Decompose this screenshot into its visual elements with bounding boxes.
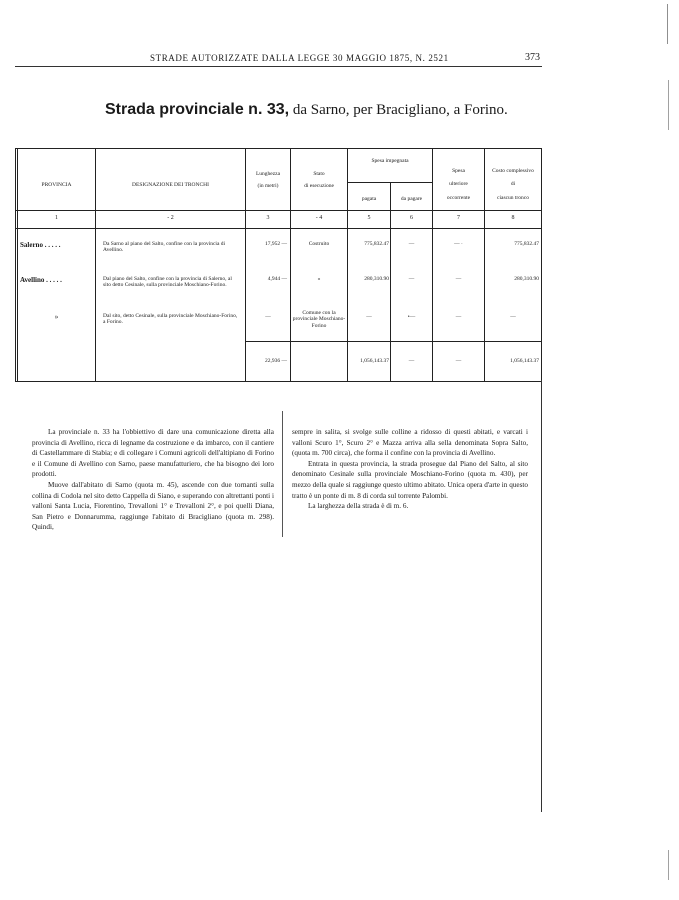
header-provincia: PROVINCIA [41,182,72,188]
total-costo: 1,056,143.37 [510,358,539,364]
page-title [105,101,508,119]
colnum-4: - 4 [315,215,323,221]
table-bottom-rule [15,381,542,382]
row3-provincia: » [54,313,59,321]
header-spesa-ulteriore: Spesa ulteriore occorrente [446,168,471,201]
row3-da-pagare: •— [407,314,416,320]
header-stato: Stato di esecuzione [304,171,334,190]
row2-pagata: 280,310.90 [364,276,389,282]
scan-edge-mark [668,850,669,880]
paragraph: sempre in salita, si svolge sulle colline a ridosso di questi abitati, e varcati i valloni Scuro 1°, Scuro 2° e Mazza arriva alla sella denominata Sopra Salto, (quota m. 700 circa), che forma il confine con la provincia di Avellino. [292,428,528,458]
text-left-column [32,427,274,533]
row2-designazione: Dal piano del Salto, confine con la provincia di Salerno, al sito detto Cesinale, sulla provinciale Moschiano-Forino. [103,276,232,289]
header-rule [15,66,542,67]
scan-edge-mark [667,4,668,44]
row2-lunghezza: 4,944 — [267,276,287,282]
row2-stato: » [317,276,321,282]
row1-stato: Costruito [308,241,330,247]
text-right-column [292,427,528,512]
title-road-number: Strada provinciale n. 33, [105,101,290,118]
paragraph: La provinciale n. 33 ha l'obbiettivo di dare una comunicazione diretta alla provincia di Avellino, ricca di legname da costruzione e da imbarco, con il cantiere di Castellammare di Stabia; e di collegare i Comuni agricoli dell'altipiano di Forino e il Comune di Avellino con Sarno, paese manufatturiero, che ha bisogno dei loro prodotti. [32,428,274,479]
row2-provincia: Avellino . . . . . [20,276,62,284]
colnum-6: 6 [410,215,413,221]
row1-pagata: 775,832.47 [364,241,389,247]
title-route: da Sarno, per Bracigliano, a Forino. [292,102,508,118]
col-rule-5 [347,148,348,381]
col-rule-9 [541,148,542,381]
header-lunghezza: Lunghezza (in metri) [255,171,281,190]
total-da-pagare: — [408,358,415,364]
column-divider [282,411,283,537]
page-number: 373 [525,52,540,63]
paragraph: La larghezza della strada è di m. 6. [308,502,409,511]
row1-designazione: Da Sarno al piano del Salto, confine con la provincia di Avellino. [103,241,226,254]
header-spesa-impegnata: Spesa impegnata [371,158,409,164]
header-pagata: pagata [361,196,377,202]
paragraph: Muove dall'abitato di Sarno (quota m. 45), ascende con due tornanti sulla collina di Codola nel sito detto Cappella di Siano, e superando con altrettanti ponti i valloni Santa Lucia, Fiorentino, Trevalloni 1° e Trevalloni 2°, e poi quelli Diana, San Pietro e Donnarumma, raggiunge l'abitato di Bracigliano (quota m. 298). Quindi, [32,480,274,532]
row2-ulteriore: — [455,276,462,282]
row1-lunghezza: 17,952 — [265,241,287,247]
row3-stato: Comune con la provinciale Moschiano-Forino [292,310,346,329]
header-da-pagare: da pagare [400,196,423,202]
row3-designazione: Dal sito, detto Cesinale, sulla provinciale Moschiano-Forino, a Forino. [103,313,238,326]
colnum-5: 5 [367,215,371,221]
running-head: STRADE AUTORIZZATE DALLA LEGGE 30 MAGGIO 1875, N. 2521 [150,53,449,63]
total-lunghezza: 22,936 — [265,358,287,364]
total-pagata: 1,056,143.37 [360,358,389,364]
row1-provincia: Salerno . . . . . [20,241,61,249]
row1-da-pagare: — [408,241,415,247]
colnum-7: 7 [457,215,460,221]
header-costo: Costo complessivo di ciascun tronco [492,168,534,201]
row3-costo: — [510,314,516,320]
paragraph: Entrata in questa provincia, la strada prosegue dal Piano del Salto, al sito denominato Cesinale sulla provinciale Moschiano-Forino (quota m. 430), per mezzo della quale si raggiunge questo ultimo abitato. Unica opera d'arte in questo tratto è un ponte di m. 8 di corda sul torrente Palombi. [292,459,528,500]
row3-ulteriore: — [455,314,462,320]
row2-costo: 280,310.90 [514,276,539,282]
col-rule-0 [15,148,16,381]
row2-da-pagare: — [408,276,415,282]
header-designazione: DESIGNAZIONE DEI TRONCHI [132,182,209,188]
colnum-1: 1 [55,215,58,221]
row3-lunghezza: — [265,314,271,320]
colnum-8: 8 [511,215,515,221]
colnum-3: 3 [266,215,270,221]
row1-costo: 775,832.47 [514,241,539,247]
total-ulteriore: — [455,358,462,364]
colnum-2: - 2 [167,215,174,221]
right-margin-rule [541,380,542,812]
scan-edge-mark [668,80,669,130]
row3-pagata: — [366,314,372,320]
row1-ulteriore: — · [454,241,463,247]
